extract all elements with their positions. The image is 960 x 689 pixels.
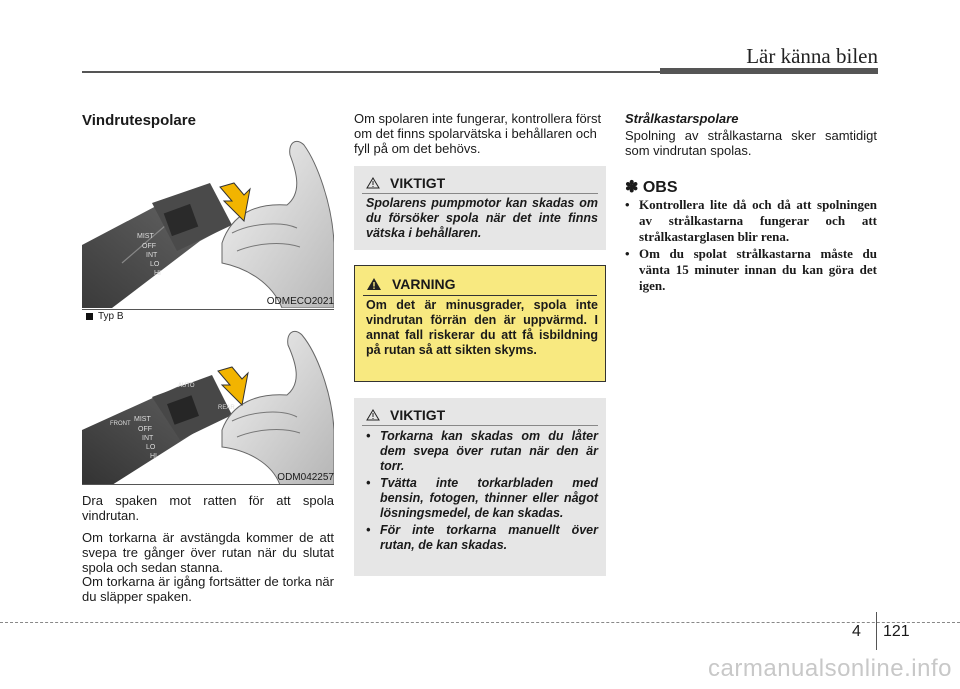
svg-text:INT: INT [146,252,158,259]
caution-heading-1: VIKTIGT [366,175,445,191]
left-paragraph-3: Om torkarna är igång fortsätter de torka när du släpper spaken. [82,574,334,604]
list-item: • Kontrollera lite då och då att spolningen av strålkastarna fungerar och att strålkastarglasen blir rena. [625,197,877,244]
caution-heading-2: VIKTIGT [366,407,445,423]
section-title: Vindrutespolare [82,112,196,129]
warning-triangle-icon [366,409,380,421]
list-item: • För inte torkarna manuellt över rutan, de kan skadas. [366,523,598,552]
figure-divider [82,484,334,485]
caution-rule [362,193,598,194]
watermark: carmanualsonline.info [708,655,952,682]
figure-a-image [82,133,334,308]
chapter-title: Lär känna bilen [746,44,878,68]
caution-list [366,429,598,553]
footer-rule [0,622,960,623]
figure-b-code: ODM042257 [277,472,334,483]
svg-text:OFF: OFF [138,426,152,433]
obs-list [625,197,877,294]
list-item: • Tvätta inte torkarbladen med bensin, fotogen, thinner eller något lösningsmedel, de kan skadas. [366,476,598,520]
bullet-square-icon [86,313,93,320]
svg-text:MIST: MIST [137,233,154,240]
middle-intro: Om spolaren inte fungerar, kontrollera först om det finns spolarvätska i behållaren och fyll på om det behövs. [354,111,602,156]
svg-text:HI: HI [154,270,161,277]
figure-divider [82,309,334,310]
header-bar [660,68,878,74]
list-item: • Om du spolat strålkastarna måste du vänta 15 minuter innan du kan göra det igen. [625,246,877,293]
svg-text:FRONT: FRONT [110,421,131,427]
svg-text:INT: INT [142,435,154,442]
svg-text:AUTO: AUTO [178,383,195,389]
list-item: • Torkarna kan skadas om du låter dem svepa över rutan när den är torr. [366,429,598,473]
warning-rule [363,295,597,296]
svg-text:OFF: OFF [142,243,156,250]
footer-divider [876,612,877,650]
right-text: Spolning av strålkastarna sker samtidigt som vindrutan spolas. [625,128,877,158]
page-number: 121 [883,623,910,640]
warning-box [354,265,606,382]
svg-text:LO: LO [150,261,160,268]
right-subtitle: Strålkastarspolare [625,111,739,126]
left-paragraph-1: Dra spaken mot ratten för att spola vindrutan. [82,493,334,523]
caution-box-2 [354,398,606,576]
svg-text:HI: HI [150,453,157,460]
header-rule [82,71,660,73]
caution-rule [362,425,598,426]
left-paragraph-2: Om torkarna är avstängda kommer de att svepa tre gånger över rutan när du slutat spola och sedan stanna. [82,530,334,575]
svg-text:REAR: REAR [218,405,235,411]
caution-text-1: Spolarens pumpmotor kan skadas om du försöker spola när det inte finns vätska i behållaren. [366,196,598,240]
figure-b-label: Typ B [86,311,124,322]
warning-filled-icon [366,277,382,291]
warning-text: Om det är minusgrader, spola inte vindrutan förrän den är uppvärmd. I annat fall riskerar du att få isbildning på rutan så att sikten skyms. [366,298,598,357]
warning-triangle-icon [366,177,380,189]
figure-b-image [82,325,334,485]
figure-a-code: ODMECO2021 [266,296,334,307]
svg-text:LO: LO [146,444,156,451]
caution-box-1 [354,166,606,250]
chapter-number: 4 [852,623,861,640]
obs-heading: ✽ OBS [625,179,678,196]
warning-heading: VARNING [366,276,456,292]
svg-text:MIST: MIST [134,416,151,423]
